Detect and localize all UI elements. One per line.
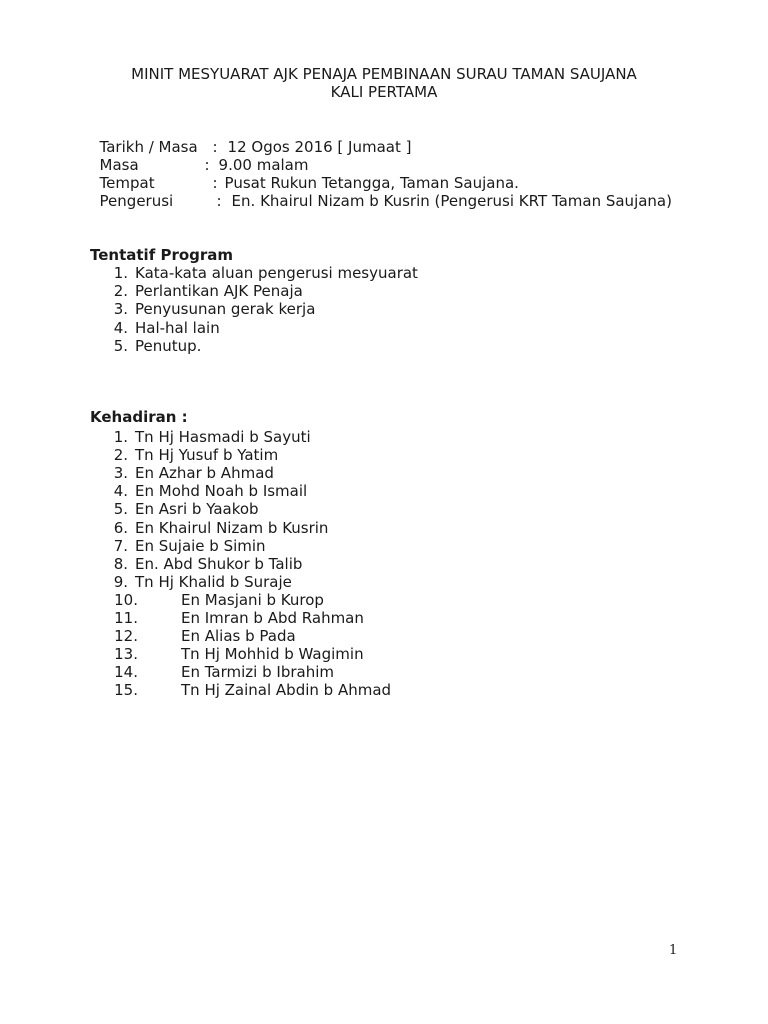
kehadiran-heading: Kehadiran : xyxy=(90,408,188,426)
document-title-line-2: KALI PERTAMA xyxy=(330,83,438,101)
list-item-text: En Alias b Pada xyxy=(181,627,296,646)
list-item-number: 12. xyxy=(114,627,138,646)
list-item-number: 14. xyxy=(114,663,138,682)
list-item-text: Kata-kata aluan pengerusi mesyuarat xyxy=(135,264,418,282)
list-item-number: 7. xyxy=(113,536,128,555)
list-item xyxy=(100,337,700,355)
list-item-number: 5. xyxy=(113,500,128,519)
list-item-number: 3. xyxy=(113,464,128,483)
list-item-text: En Imran b Abd Rahman xyxy=(181,609,364,627)
list-item xyxy=(100,264,700,282)
list-item-number: 6. xyxy=(113,518,128,537)
list-item xyxy=(100,446,700,464)
list-item-number: 15. xyxy=(114,681,138,700)
info-separator: : xyxy=(212,174,218,192)
info-label: Masa xyxy=(99,156,139,174)
info-label: Pengerusi xyxy=(99,192,174,210)
info-row-pengerusi xyxy=(90,174,672,210)
list-item-number: 3. xyxy=(113,300,128,319)
info-label: Tempat xyxy=(99,174,155,192)
list-item xyxy=(100,300,700,318)
list-item-text: En Mohd Noah b Ismail xyxy=(135,482,308,501)
list-item xyxy=(100,319,700,337)
list-item xyxy=(100,537,700,555)
list-item xyxy=(100,555,700,573)
list-item-text: Penyusunan gerak kerja xyxy=(135,300,316,319)
list-item-text: Hal-hal lain xyxy=(135,318,220,337)
list-item-text: Tn Hj Yusuf b Yatim xyxy=(135,446,279,465)
list-item-number: 1. xyxy=(113,428,128,446)
info-value: 9.00 malam xyxy=(218,156,309,174)
list-item-number: 10. xyxy=(114,590,138,609)
list-item-text: En Tarmizi b Ibrahim xyxy=(181,663,334,682)
list-item-number: 9. xyxy=(113,572,128,591)
info-row-masa xyxy=(90,138,309,174)
list-item-text: En Azhar b Ahmad xyxy=(135,464,274,483)
list-item xyxy=(100,681,700,699)
list-item xyxy=(100,519,700,537)
list-item-number: 2. xyxy=(113,446,128,465)
list-item-number: 8. xyxy=(113,554,128,573)
list-item-number: 4. xyxy=(113,318,128,337)
list-item xyxy=(100,282,700,300)
list-item xyxy=(100,609,700,627)
list-item-text: Tn Hj Khalid b Suraje xyxy=(135,572,292,591)
list-item xyxy=(100,645,700,663)
list-item-number: 2. xyxy=(113,282,128,301)
list-item xyxy=(100,428,700,446)
list-item xyxy=(100,500,700,518)
info-separator: : xyxy=(216,192,222,210)
list-item xyxy=(100,464,700,482)
info-value: Pusat Rukun Tetangga, Taman Saujana. xyxy=(224,174,519,192)
list-item-text: En Masjani b Kurop xyxy=(181,590,324,609)
list-item-text: Tn Hj Hasmadi b Sayuti xyxy=(135,428,311,446)
document-title-line-1: MINIT MESYUARAT AJK PENAJA PEMBINAAN SURAU TAMAN SAUJANA xyxy=(131,65,637,83)
list-item-text: En Sujaie b Simin xyxy=(135,536,266,555)
list-item-number: 5. xyxy=(113,336,128,355)
info-separator: : xyxy=(204,156,210,174)
tentatif-heading: Tentatif Program xyxy=(90,246,234,264)
list-item xyxy=(100,482,700,500)
list-item-text: Tn Hj Zainal Abdin b Ahmad xyxy=(181,681,392,700)
info-row-tarikh xyxy=(90,120,412,156)
list-item xyxy=(100,573,700,591)
list-item xyxy=(100,663,700,681)
info-row-tempat xyxy=(90,156,519,192)
list-item-number: 13. xyxy=(114,645,138,664)
list-item-text: Tn Hj Mohhid b Wagimin xyxy=(181,645,364,664)
info-separator: : xyxy=(212,138,218,156)
list-item-text: En Khairul Nizam b Kusrin xyxy=(135,518,329,537)
list-item xyxy=(100,591,700,609)
info-value: En. Khairul Nizam b Kusrin (Pengerusi KRT Taman Saujana) xyxy=(231,192,672,210)
list-item-text: Penutup. xyxy=(135,336,202,355)
list-item xyxy=(100,627,700,645)
list-item-text: En. Abd Shukor b Talib xyxy=(135,554,303,573)
list-item-text: Perlantikan AJK Penaja xyxy=(135,282,303,301)
page-number: 1 xyxy=(669,943,678,958)
list-item-text: En Asri b Yaakob xyxy=(135,500,259,519)
list-item-number: 4. xyxy=(113,482,128,501)
info-value: 12 Ogos 2016 [ Jumaat ] xyxy=(227,138,412,156)
list-item-number: 1. xyxy=(113,264,128,282)
list-item-number: 11. xyxy=(114,609,138,627)
info-label: Tarikh / Masa xyxy=(99,138,198,156)
